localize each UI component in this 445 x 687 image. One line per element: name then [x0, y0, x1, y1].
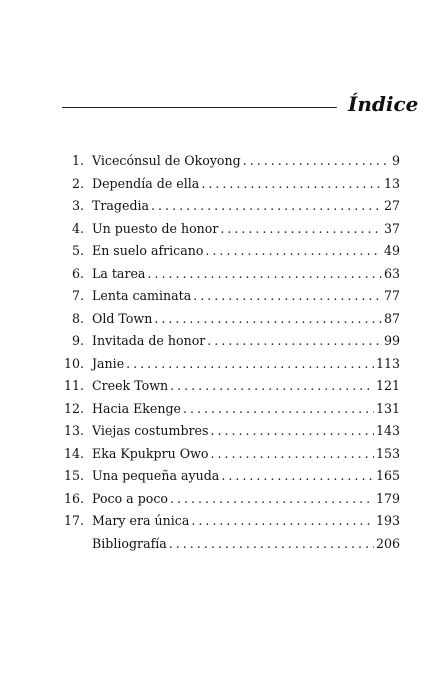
entry-page: 37 — [383, 220, 400, 236]
entry-number: 2. — [71, 175, 84, 191]
dot-leader — [183, 398, 374, 421]
entry-title: Dependía de ella — [92, 175, 200, 191]
entry-page: 206 — [375, 535, 400, 551]
dot-leader — [169, 533, 374, 556]
page-title: Índice — [348, 92, 419, 116]
entry-page: 27 — [383, 198, 400, 213]
toc-entry — [58, 150, 400, 173]
entry-title: En suelo africano — [92, 243, 204, 258]
entry-number: 4. — [71, 220, 84, 236]
entry-page: 165 — [375, 468, 400, 483]
entry-page: 77 — [383, 288, 400, 303]
entry-number: 16. — [63, 490, 84, 506]
dot-leader — [201, 173, 382, 196]
entry-number: 11. — [63, 378, 84, 393]
entry-title: Una pequeña ayuda — [92, 468, 220, 483]
entry-title: Invitada de honor — [92, 333, 206, 348]
entry-number: 17. — [63, 513, 84, 528]
entry-title: Eka Kpukpru Owo — [92, 445, 209, 461]
dot-leader — [191, 510, 374, 533]
entry-number: 5. — [71, 243, 84, 258]
toc-entry — [58, 443, 400, 466]
toc-entry — [58, 398, 400, 421]
dot-leader — [221, 465, 374, 488]
entry-number: 8. — [71, 310, 84, 326]
entry-page: 87 — [383, 310, 400, 326]
entry-title: Janie — [92, 355, 125, 371]
toc-entry — [58, 218, 400, 241]
entry-title: Viejas costumbres — [92, 423, 209, 438]
entry-number: 9. — [71, 333, 84, 348]
table-of-contents — [58, 150, 400, 555]
toc-entry — [58, 375, 400, 398]
entry-page: 9 — [391, 153, 400, 168]
toc-entry — [58, 510, 400, 533]
entry-page: 13 — [383, 175, 400, 191]
entry-number: 6. — [71, 265, 84, 281]
entry-page: 99 — [383, 333, 400, 348]
entry-number: 15. — [63, 468, 84, 483]
toc-entry — [58, 195, 400, 218]
dot-leader — [193, 285, 382, 308]
dot-leader — [220, 218, 382, 241]
toc-entry — [58, 488, 400, 511]
entry-number: 1. — [71, 153, 84, 168]
toc-entry — [58, 353, 400, 376]
entry-title: Creek Town — [92, 378, 169, 393]
entry-page: 153 — [375, 445, 400, 461]
entry-number: 14. — [63, 445, 84, 461]
dot-leader — [170, 488, 374, 511]
toc-entry — [58, 173, 400, 196]
entry-page: 63 — [383, 265, 400, 281]
entry-title: Mary era única — [92, 513, 190, 528]
entry-page: 121 — [375, 378, 400, 393]
toc-entry — [58, 533, 400, 556]
toc-entry — [58, 330, 400, 353]
toc-entry — [58, 465, 400, 488]
entry-page: 193 — [375, 513, 400, 528]
entry-title: Vicecónsul de Okoyong — [92, 153, 241, 168]
entry-number: 3. — [71, 198, 84, 213]
entry-page: 131 — [375, 400, 400, 416]
dot-leader — [154, 308, 382, 331]
dot-leader — [151, 195, 382, 218]
toc-entry — [58, 240, 400, 263]
toc-entry — [58, 263, 400, 286]
dot-leader — [205, 240, 382, 263]
toc-entry — [58, 285, 400, 308]
entry-title: Un puesto de honor — [92, 220, 219, 236]
entry-title: Bibliografía — [92, 535, 167, 551]
entry-page: 179 — [375, 490, 400, 506]
entry-number: 10. — [63, 355, 84, 371]
entry-number: 12. — [63, 400, 84, 416]
dot-leader — [210, 420, 374, 443]
toc-entry — [58, 420, 400, 443]
entry-title: La tarea — [92, 265, 146, 281]
entry-number: 13. — [63, 423, 84, 438]
header-rule — [62, 107, 337, 108]
dot-leader — [207, 330, 382, 353]
entry-title: Poco a poco — [92, 490, 168, 506]
dot-leader — [126, 353, 374, 376]
dot-leader — [210, 443, 374, 466]
entry-page: 113 — [375, 355, 400, 371]
entry-number: 7. — [71, 288, 84, 303]
entry-title: Lenta caminata — [92, 288, 192, 303]
entry-page: 49 — [383, 243, 400, 258]
entry-page: 143 — [375, 423, 400, 438]
dot-leader — [170, 375, 374, 398]
toc-entry — [58, 308, 400, 331]
dot-leader — [243, 150, 390, 173]
dot-leader — [147, 263, 382, 286]
entry-title: Old Town — [92, 310, 153, 326]
entry-title: Hacia Ekenge — [92, 400, 181, 416]
entry-title: Tragedia — [92, 198, 150, 213]
